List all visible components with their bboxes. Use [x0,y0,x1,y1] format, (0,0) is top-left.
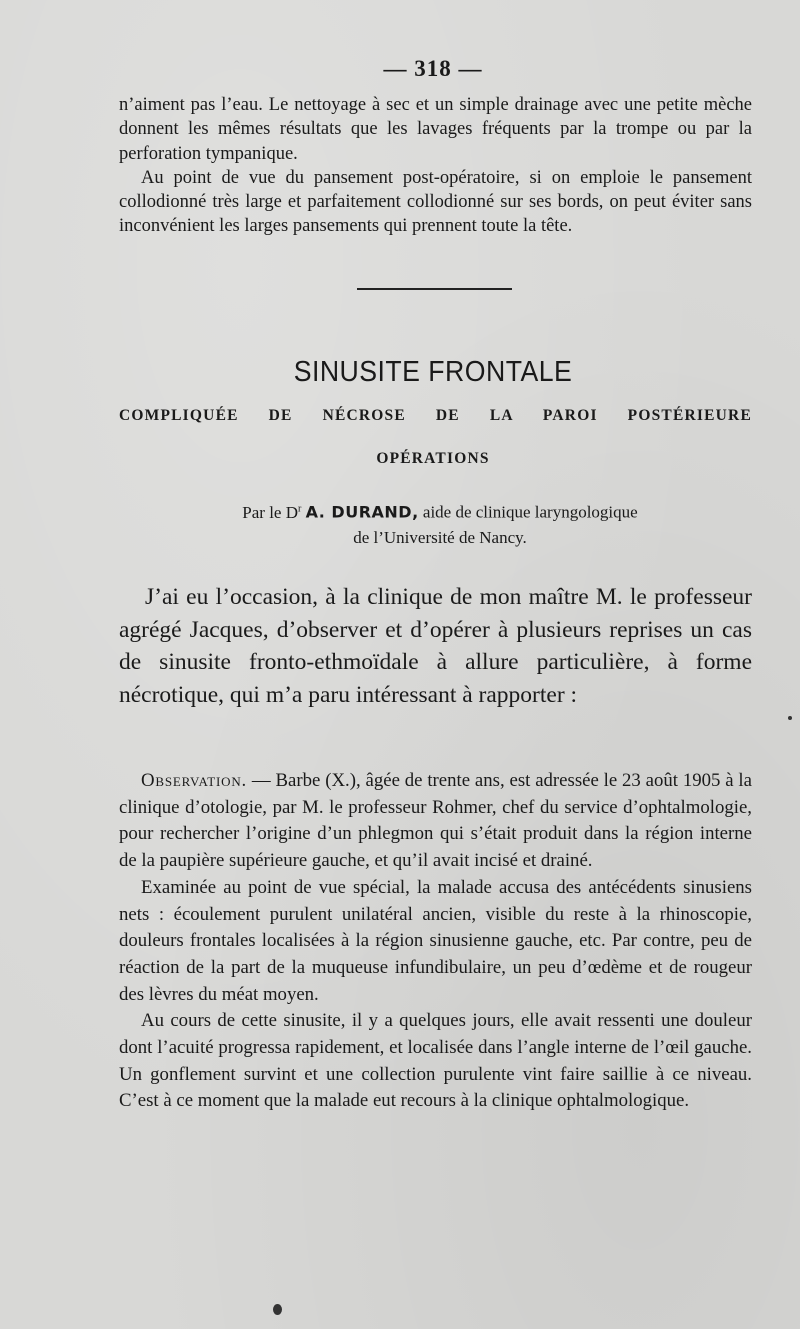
byline [160,496,720,550]
paragraph-continuation: n’aiment pas l’eau. Le nettoyage à sec et un simple drainage avec une petite mèche donnent les mêmes résultats que les lavages fréquents par la trompe ou par la perforation tympanique. [119,95,752,164]
observation-paragraph-3: Au cours de cette sinusite, il y a quelques jours, elle avait ressenti une douleur dont l’acuité progressa rapidement, et localisée dans l’angle interne de l’œil gauche. Un gonflement survint et une collection purulente vint faire saillie à ce niveau. C’est à ce moment que la malade eut recours à la clinique ophtalmologique. [119,1010,752,1112]
article-subtitle: COMPLIQUÉE DE NÉCROSE DE LA PAROI POSTÉRIEURE [119,407,752,424]
intro-paragraph: J’ai eu l’occasion, à la clinique de mon maître M. le professeur agrégé Jacques, d’observer et d’opérer à plusieurs reprises un cas de sinusite fronto-ethmoïdale à allure particulière, à forme nécrotique, qui m’a paru intéressant à rapporter : [119,584,752,708]
section-divider [357,288,512,290]
ink-speck [273,1304,282,1315]
observation-paragraph-1 [119,768,752,875]
byline-prefix: Par le $D^r$ [242,502,302,522]
page-number: — 318 — [383,56,483,81]
intro-block [119,581,752,711]
observation-block [119,768,752,1115]
paragraph-dressing: Au point de vue du pansement post-opératoire, si on emploie le pansement collodionné très large et parfaitement collodionné sur ses bords, on peut éviter sans inconvénient les larges pansements qui prennent toute la tête. [119,167,752,237]
byline-line-1 [160,496,720,525]
observation-label: Observation. [141,770,248,791]
observation-text: — Barbe (X.), âgée de trente ans, est adressée le 23 août 1905 à la clinique d’otologie, par M. le professeur Rohmer, chef du service d’ophtalmologie, pour rechercher l’origine d’un phlegmon qui s’était produit dans la région interne de la paupière supérieure gauche, et qu’il avait incisé et drainé. [119,770,752,872]
author-name: A. DURAND, [305,502,419,522]
ink-speck [788,716,792,720]
article-subtitle-operations: OPÉRATIONS [376,450,490,467]
top-text-block [119,93,752,239]
article-title: SINUSITE FRONTALE [293,356,573,388]
observation-paragraph-2: Examinée au point de vue spécial, la malade accusa des antécédents sinusiens nets : écoulement purulent unilatéral ancien, visible du reste à la rhinoscopie, douleurs frontales localisées à la région sinusienne gauche, etc. Par contre, peu de réaction de la part de la muqueuse infundibulaire, un peu d’œdème et de rougeur des lèvres du méat moyen. [119,876,752,1005]
byline-affiliation: aide de clinique laryngologique [418,502,638,522]
byline-line-2: de l’Université de Nancy. [353,527,527,547]
